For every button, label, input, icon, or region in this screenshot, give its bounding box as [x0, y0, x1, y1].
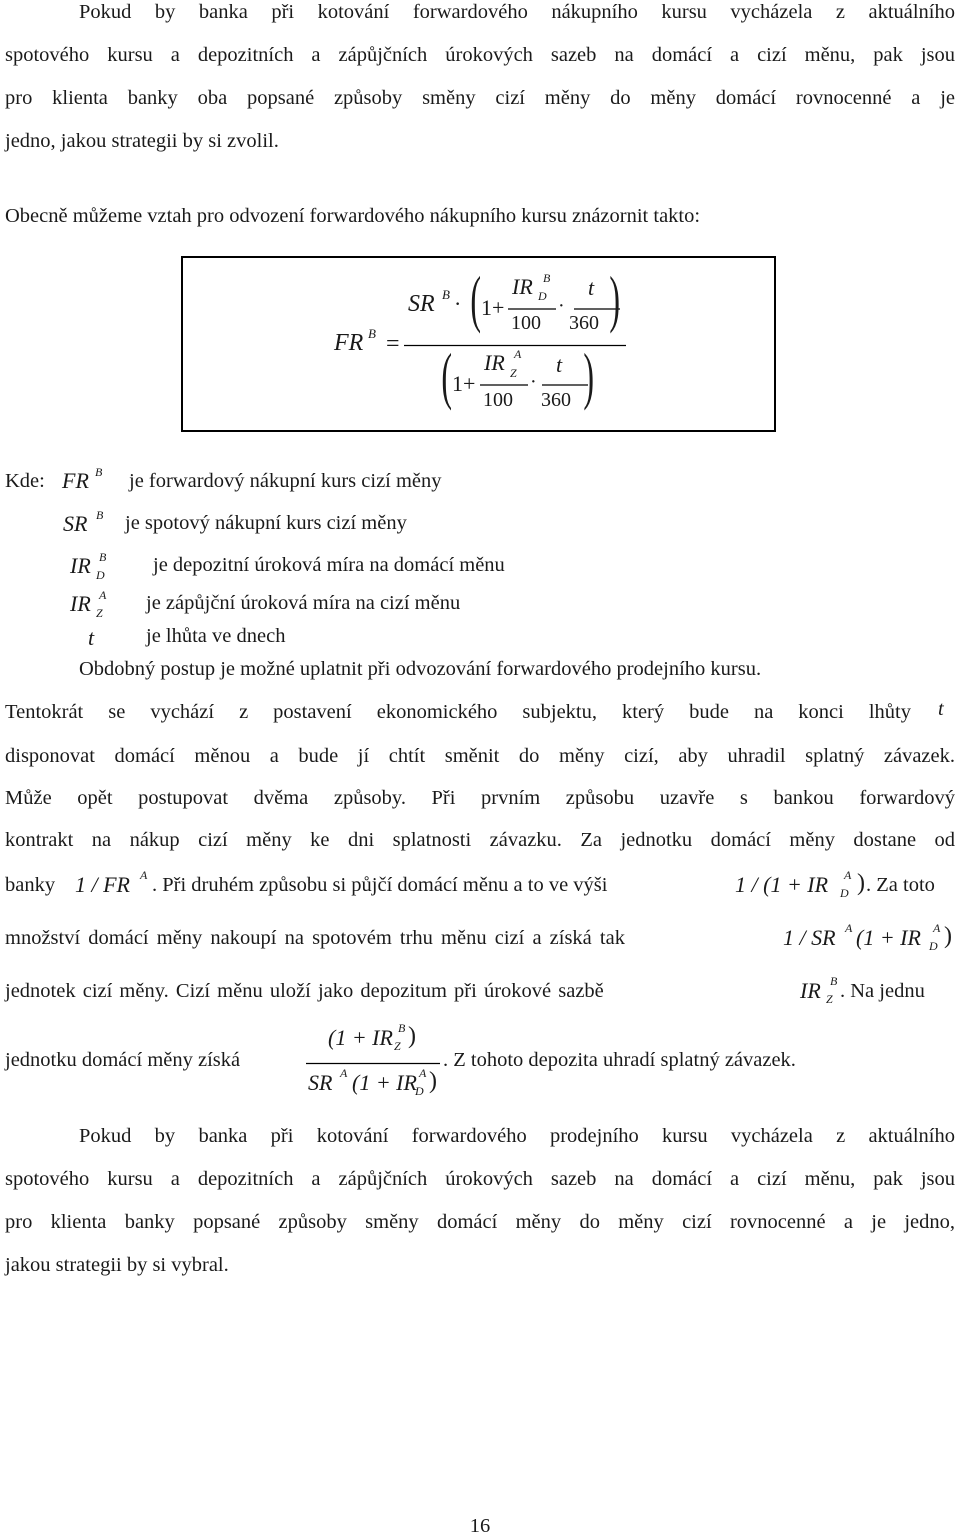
- line6-math2-close: ): [857, 870, 865, 896]
- formula-one-plus-den: 1+: [452, 371, 476, 396]
- paragraph3-line1: Pokud by banka při kotování forwardového prodejního kursu vycházela z aktuálního: [79, 1125, 955, 1147]
- line7-math-sup1: A: [845, 921, 853, 935]
- line9-num-sub: Z: [394, 1039, 401, 1053]
- page-number: 16: [469, 1515, 491, 1537]
- line9-den-sup: A: [340, 1066, 348, 1080]
- kde-label: Kde:: [5, 470, 45, 492]
- line6-text-b: . Při druhém způsobu si půjčí domácí měnu a to ve výši: [152, 874, 608, 896]
- line9-text-b: . Z tohoto depozita uhradí splatný závazek.: [443, 1049, 796, 1071]
- formula-days-bottom: 360: [541, 389, 571, 411]
- formula-ir-z-sup: A: [514, 347, 522, 361]
- formula-hundred-bottom: 100: [483, 389, 513, 411]
- paragraph3-line4: jakou strategii by si vybral.: [5, 1254, 229, 1276]
- formula-ir-d: IR: [512, 274, 533, 299]
- line9-num-sup: B: [398, 1021, 406, 1035]
- line9-num-close: ): [408, 1023, 416, 1049]
- line9-text-a: jednotku domácí měny získá: [5, 1049, 241, 1071]
- def-ird-text: je depozitní úroková míra na domácí měnu: [153, 554, 505, 576]
- line6-math2: 1 / (1 + IR: [735, 872, 829, 897]
- formula-lhs: FR: [334, 330, 364, 356]
- formula-one-plus: 1+: [481, 295, 505, 320]
- def-ird-sup: B: [99, 550, 107, 564]
- paragraph1-line1: Pokud by banka při kotování forwardového nákupního kursu vycházela z aktuálního: [79, 1, 955, 23]
- paragraph2-line2-wrap: [5, 698, 925, 726]
- def-t-sym: t: [88, 625, 95, 650]
- formula-hundred-top: 100: [511, 312, 541, 334]
- formula-sr: SR: [408, 291, 435, 317]
- line7-math-sub2: D: [929, 939, 938, 953]
- formula-ir-z-sub: Z: [510, 366, 517, 380]
- formula-days-top: 360: [569, 312, 599, 334]
- line6-math2-sub: D: [840, 886, 849, 900]
- line9-num: (1 + IR: [328, 1025, 393, 1050]
- line6-math: [75, 872, 130, 898]
- def-sr-sym: SR: [63, 511, 88, 536]
- line8-text-b: . Na jednu: [840, 980, 925, 1002]
- line7-math-close: ): [944, 923, 952, 949]
- paragraph2-line5: kontrakt na nákup cizí měny ke dni splatnosti závazku. Za jednotku domácí měny dostane od: [5, 829, 955, 851]
- line8-text-a: jednotek cizí měny. Cizí měnu uloží jako depozitum při úrokové sazbě: [5, 980, 604, 1002]
- formula-ir-d-sub: D: [538, 289, 547, 303]
- def-sr-text: je spotový nákupní kurs cizí měny: [125, 512, 407, 534]
- line7-text-a: množství domácí měny nakoupí na spotovém trhu měnu cizí a získá tak: [5, 927, 625, 949]
- formula-ir-z: IR: [484, 350, 505, 375]
- line8-math: IR: [800, 978, 821, 1003]
- formula-dot-den: ·: [530, 371, 537, 393]
- def-fr-sup: B: [95, 465, 103, 479]
- formula-sr-sup: B: [442, 287, 450, 302]
- formula-equals: =: [386, 331, 400, 357]
- intro-line: Obecně můžeme vztah pro odvození forwardového nákupního kursu znázornit takto:: [5, 205, 701, 227]
- line6-text-c: . Za toto: [866, 874, 935, 896]
- paren-right-den: ): [583, 340, 594, 411]
- paragraph1-line2: spotového kursu a depozitních a zápůjčních úrokových sazeb na domácí a cizí měnu, pak jsou: [5, 44, 955, 66]
- paragraph3-line2: spotového kursu a depozitních a zápůjčních úrokových sazeb na domácí a cizí měnu, pak jsou: [5, 1168, 955, 1190]
- paragraph2-line4: Může opět postupovat dvěma způsoby. Při prvním způsobu uzavře s bankou forwardový: [5, 787, 955, 809]
- paragraph1-line3: pro klienta banky oba popsané způsoby směny cizí měny do měny domácí rovnocenné a je: [5, 87, 955, 109]
- line9-den-sub2: D: [415, 1084, 424, 1098]
- formula-dot: ·: [454, 291, 462, 316]
- def-sr-sup: B: [96, 508, 104, 522]
- line6-text-a: banky: [5, 874, 56, 896]
- line7-math-b: (1 + IR: [856, 925, 921, 950]
- line8-sup: B: [830, 974, 838, 988]
- paragraph2-line3: disponovat domácí měnou a bude jí chtít směnit do měny cizí, aby uhradil splatný závazek.: [5, 745, 955, 767]
- paren-right: ): [609, 263, 620, 334]
- formula-lhs-sup: B: [368, 326, 376, 341]
- paragraph1-line4: jedno, jakou strategii by si zvolil.: [5, 130, 279, 152]
- line6-math-text: 1 / FR: [75, 872, 130, 897]
- line6-math-sup: A: [140, 868, 148, 882]
- line9-den-sr: SR: [308, 1070, 333, 1095]
- line8-sub: Z: [826, 992, 833, 1006]
- def-fr-sym: FR: [62, 468, 89, 493]
- line9-den-sup2: A: [419, 1066, 427, 1080]
- def-ird-sym: IR: [70, 553, 91, 578]
- def-t-text: je lhůta ve dnech: [146, 625, 286, 647]
- formula-dot-inner: ·: [558, 295, 565, 317]
- paragraph2-line2: Tentokrát se vychází z postavení ekonomického subjektu, který bude na konci lhůty: [5, 701, 911, 723]
- formula-t-bottom: t: [556, 352, 563, 377]
- paragraph3-line3: pro klienta banky popsané způsoby směny domácí měny do měny cizí rovnocenné a je jedno,: [5, 1211, 955, 1233]
- formula-t-top: t: [588, 275, 595, 300]
- def-ird-sub: D: [96, 568, 105, 582]
- def-irz-text: je zápůjční úroková míra na cizí měnu: [146, 592, 461, 614]
- paren-left-den: (: [441, 340, 452, 411]
- paragraph2-line1: Obdobný postup je možné uplatnit při odvozování forwardového prodejního kursu.: [79, 658, 762, 680]
- line7-math-sup2: A: [933, 921, 941, 935]
- line7-math-a: 1 / SR: [783, 925, 836, 950]
- line6-math2-sup: A: [844, 868, 852, 882]
- paragraph2-line2-t: t: [938, 698, 944, 720]
- def-irz-sup: A: [99, 588, 107, 602]
- denominator-fraction-lines: [480, 384, 595, 388]
- def-irz-sub: Z: [96, 606, 103, 620]
- def-irz-sym: IR: [70, 591, 91, 616]
- formula-ir-d-sup: B: [543, 271, 551, 285]
- line9-den-close: ): [429, 1068, 437, 1094]
- paren-left: (: [470, 263, 481, 334]
- def-fr-text: je forwardový nákupní kurs cizí měny: [129, 470, 442, 492]
- line9-den-b: (1 + IR: [352, 1070, 417, 1095]
